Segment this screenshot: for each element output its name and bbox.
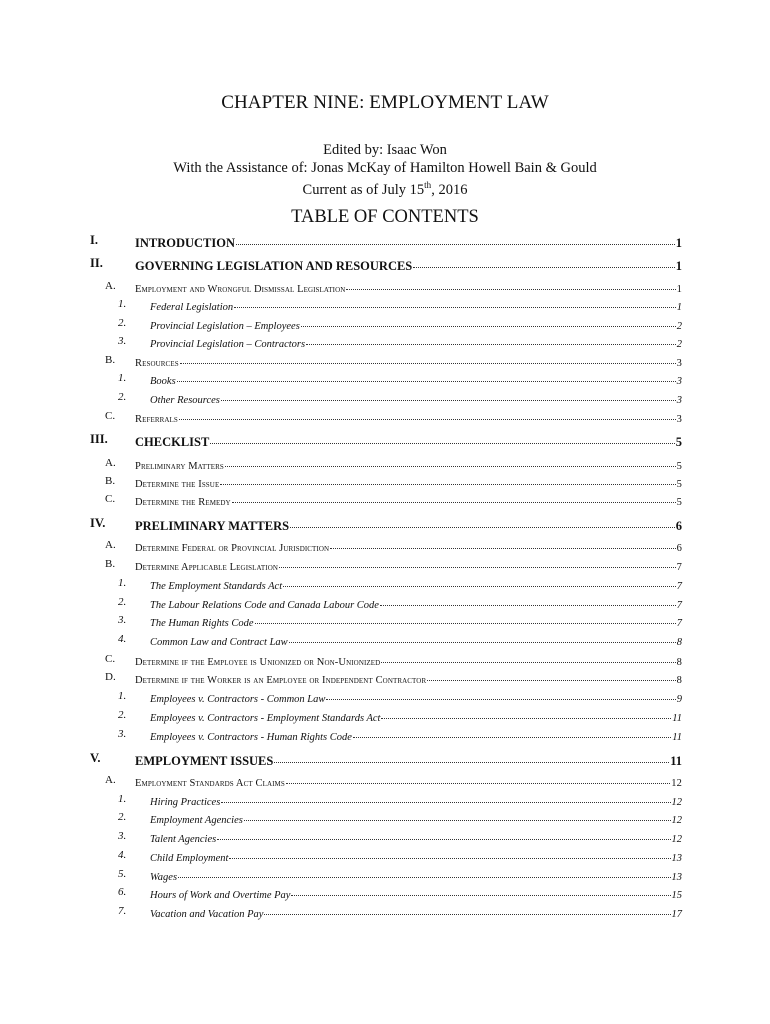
toc-entry-line bbox=[150, 317, 682, 332]
toc-entry[interactable] bbox=[0, 256, 770, 272]
toc-entry-label: Employment and Wrongful Dismissal Legislation bbox=[135, 283, 346, 295]
toc-entry[interactable] bbox=[0, 298, 770, 314]
toc-entry-line bbox=[150, 391, 682, 406]
toc-entry[interactable] bbox=[0, 558, 770, 574]
toc-entry-label: Employment Agencies bbox=[150, 814, 243, 826]
toc-entry[interactable] bbox=[0, 596, 770, 612]
toc-entry-label: GOVERNING LEGISLATION AND RESOURCES bbox=[135, 258, 413, 273]
toc-entry-label: Federal Legislation bbox=[150, 301, 234, 313]
toc-entry-page: 13 bbox=[671, 871, 682, 883]
toc-entry-number: C. bbox=[105, 410, 116, 422]
toc-dot-leader bbox=[225, 455, 676, 467]
current-as-of: Current as of July 15th, 2016 bbox=[302, 180, 468, 198]
toc-entry-page: 3 bbox=[676, 375, 682, 387]
toc-dot-leader bbox=[180, 352, 676, 364]
toc-dot-leader bbox=[229, 847, 670, 859]
toc-entry[interactable] bbox=[0, 280, 770, 296]
toc-entry[interactable] bbox=[0, 751, 770, 767]
toc-entry-page: 8 bbox=[676, 656, 682, 668]
toc-entry-line bbox=[150, 614, 682, 629]
toc-entry-number: 1. bbox=[118, 298, 127, 310]
toc-entry-page: 13 bbox=[671, 852, 682, 864]
toc-entry[interactable] bbox=[0, 475, 770, 491]
toc-entry-line bbox=[135, 653, 682, 668]
toc-dot-leader bbox=[221, 389, 676, 401]
toc-entry[interactable] bbox=[0, 811, 770, 827]
toc-entry-label: Vacation and Vacation Pay bbox=[150, 908, 264, 920]
toc-entry-line bbox=[150, 372, 682, 387]
toc-entry-line bbox=[150, 793, 682, 808]
toc-dot-leader bbox=[427, 669, 675, 681]
toc-entry-page: 5 bbox=[676, 478, 682, 490]
toc-entry-page: 12 bbox=[671, 814, 682, 826]
toc-entry-line bbox=[135, 280, 682, 295]
toc-entry[interactable] bbox=[0, 709, 770, 725]
toc-entry-label: Determine the Issue bbox=[135, 478, 220, 490]
toc-dot-leader bbox=[289, 631, 676, 643]
toc-dot-leader bbox=[290, 514, 675, 528]
toc-entry-page: 9 bbox=[676, 693, 682, 705]
toc-dot-leader bbox=[301, 315, 676, 327]
toc-entry-number: 3. bbox=[118, 830, 127, 842]
toc-entry-page: 11 bbox=[672, 712, 682, 724]
toc-entry[interactable] bbox=[0, 317, 770, 333]
toc-entry-line bbox=[150, 811, 682, 826]
toc-entry[interactable] bbox=[0, 432, 770, 448]
toc-entry-line bbox=[135, 475, 682, 490]
toc-entry-label: Provincial Legislation – Contractors bbox=[150, 338, 306, 350]
toc-entry-page: 3 bbox=[676, 394, 682, 406]
toc-entry-number: 1. bbox=[118, 690, 127, 702]
toc-entry-number: V. bbox=[90, 751, 101, 765]
toc-entry-label: Resources bbox=[135, 357, 179, 369]
chapter-title: CHAPTER NINE: EMPLOYMENT LAW bbox=[221, 92, 549, 113]
toc-entry-number: 1. bbox=[118, 372, 127, 384]
toc-entry-number: 1. bbox=[118, 577, 127, 589]
toc-entry-number: 1. bbox=[118, 793, 127, 805]
toc-entry-label: Determine the Remedy bbox=[135, 496, 231, 508]
toc-dot-leader bbox=[178, 866, 670, 878]
toc-entry-number: 4. bbox=[118, 849, 127, 861]
toc-dot-leader bbox=[264, 903, 670, 915]
toc-entry-number: 3. bbox=[118, 335, 127, 347]
toc-entry-page: 6 bbox=[675, 518, 682, 533]
toc-entry[interactable] bbox=[0, 671, 770, 687]
toc-entry-line bbox=[150, 709, 682, 724]
toc-entry-line bbox=[135, 410, 682, 425]
toc-entry-number: A. bbox=[105, 457, 116, 469]
toc-dot-leader bbox=[220, 473, 675, 485]
toc-entry[interactable] bbox=[0, 577, 770, 593]
toc-entry-number: 4. bbox=[118, 633, 127, 645]
toc-entry-number: B. bbox=[105, 475, 116, 487]
toc-entry[interactable] bbox=[0, 516, 770, 532]
edited-by: Edited by: Isaac Won bbox=[323, 142, 447, 158]
toc-entry-number: IV. bbox=[90, 516, 106, 530]
toc-entry-label: Hiring Practices bbox=[150, 796, 221, 808]
assistance-credit: With the Assistance of: Jonas McKay of Hamilton Howell Bain & Gould bbox=[173, 159, 597, 176]
toc-entry-label: Talent Agencies bbox=[150, 833, 217, 845]
toc-entry[interactable] bbox=[0, 410, 770, 426]
toc-entry-number: B. bbox=[105, 354, 116, 366]
toc-entry-page: 8 bbox=[676, 636, 682, 648]
toc-entry[interactable] bbox=[0, 793, 770, 809]
toc-dot-leader bbox=[286, 772, 670, 784]
toc-dot-leader bbox=[210, 430, 674, 444]
toc-entry-label: Child Employment bbox=[150, 852, 229, 864]
toc-entry-number: A. bbox=[105, 280, 116, 292]
toc-entry-page: 15 bbox=[671, 889, 682, 901]
toc-dot-leader bbox=[177, 370, 676, 382]
toc-entry-page: 2 bbox=[676, 338, 682, 350]
toc-dot-leader bbox=[217, 828, 670, 840]
toc-entry-line bbox=[135, 558, 682, 573]
toc-dot-leader bbox=[274, 749, 669, 763]
toc-dot-leader bbox=[255, 612, 676, 624]
toc-entry[interactable] bbox=[0, 774, 770, 790]
toc-entry-page: 2 bbox=[676, 320, 682, 332]
toc-entry-page: 12 bbox=[671, 833, 682, 845]
toc-entry-page: 7 bbox=[676, 580, 682, 592]
toc-entry-number: D. bbox=[105, 671, 116, 683]
toc-entry-label: The Labour Relations Code and Canada Labour Code bbox=[150, 599, 379, 611]
toc-dot-leader bbox=[279, 556, 676, 568]
toc-entry-line bbox=[150, 886, 682, 901]
toc-entry[interactable] bbox=[0, 493, 770, 509]
toc-entry[interactable] bbox=[0, 539, 770, 555]
toc-dot-leader bbox=[244, 809, 671, 821]
toc-entry-label: INTRODUCTION bbox=[135, 235, 236, 250]
toc-entry[interactable] bbox=[0, 233, 770, 249]
toc-dot-leader bbox=[380, 594, 676, 606]
toc-entry-label: Determine if the Employee is Unionized or Non-Unionized bbox=[135, 656, 381, 668]
toc-entry-page: 7 bbox=[676, 617, 682, 629]
toc-entry-label: CHECKLIST bbox=[135, 434, 210, 449]
toc-dot-leader bbox=[232, 491, 676, 503]
toc-entry[interactable] bbox=[0, 905, 770, 921]
toc-entry-label: Determine Federal or Provincial Jurisdiction bbox=[135, 542, 330, 554]
toc-entry-line bbox=[150, 335, 682, 350]
toc-entry-line bbox=[150, 728, 682, 743]
toc-entry-number: 6. bbox=[118, 886, 127, 898]
toc-dot-leader bbox=[413, 254, 674, 268]
toc-entry-number: 2. bbox=[118, 391, 127, 403]
toc-entry[interactable] bbox=[0, 457, 770, 473]
toc-entry-page: 11 bbox=[670, 753, 682, 768]
toc-entry-line bbox=[150, 633, 682, 648]
toc-entry[interactable] bbox=[0, 653, 770, 669]
toc-heading: TABLE OF CONTENTS bbox=[291, 207, 479, 227]
toc-entry-label: Hours of Work and Overtime Pay bbox=[150, 889, 291, 901]
toc-dot-leader bbox=[330, 537, 675, 549]
toc-entry-number: C. bbox=[105, 493, 116, 505]
toc-entry-page: 5 bbox=[675, 434, 682, 449]
toc-entry[interactable] bbox=[0, 728, 770, 744]
toc-entry[interactable] bbox=[0, 633, 770, 649]
toc-dot-leader bbox=[283, 575, 676, 587]
toc-dot-leader bbox=[236, 231, 675, 245]
toc-entry-line bbox=[150, 577, 682, 592]
toc-entry-label: Determine Applicable Legislation bbox=[135, 561, 278, 573]
toc-entry-number: I. bbox=[90, 233, 98, 247]
toc-entry-label: Employees v. Contractors - Common Law bbox=[150, 693, 326, 705]
toc-entry-number: 5. bbox=[118, 868, 127, 880]
toc-entry-label: Employment Standards Act Claims bbox=[135, 777, 285, 789]
toc-entry[interactable] bbox=[0, 886, 770, 902]
toc-entry[interactable] bbox=[0, 868, 770, 884]
toc-entry-number: 2. bbox=[118, 811, 127, 823]
toc-entry-page: 8 bbox=[676, 674, 682, 686]
toc-entry-line bbox=[150, 849, 682, 864]
toc-entry-label: Books bbox=[150, 375, 176, 387]
toc-entry-page: 6 bbox=[676, 542, 682, 554]
toc-entry-label: Determine if the Worker is an Employee or Independent Contractor bbox=[135, 674, 427, 686]
toc-entry-label: Employees v. Contractors - Employment Standards Act bbox=[150, 712, 381, 724]
toc-entry-page: 3 bbox=[676, 413, 682, 425]
toc-dot-leader bbox=[346, 278, 675, 290]
toc-dot-leader bbox=[179, 408, 676, 420]
toc-entry-label: Provincial Legislation – Employees bbox=[150, 320, 300, 332]
toc-entry-line bbox=[135, 671, 682, 686]
toc-entry-number: 3. bbox=[118, 728, 127, 740]
toc-dot-leader bbox=[381, 707, 671, 719]
toc-entry-line bbox=[135, 354, 682, 369]
toc-entry-page: 7 bbox=[676, 561, 682, 573]
toc-entry-page: 1 bbox=[676, 301, 682, 313]
toc-entry-number: B. bbox=[105, 558, 116, 570]
toc-entry[interactable] bbox=[0, 372, 770, 388]
toc-entry-page: 12 bbox=[671, 796, 682, 808]
toc-entry-number: 3. bbox=[118, 614, 127, 626]
toc-dot-leader bbox=[326, 688, 675, 700]
toc-entry-line bbox=[135, 516, 682, 534]
toc-entry-label: Wages bbox=[150, 871, 178, 883]
toc-entry[interactable] bbox=[0, 614, 770, 630]
toc-entry-label: The Human Rights Code bbox=[150, 617, 254, 629]
toc-entry-number: 2. bbox=[118, 709, 127, 721]
toc-entry-line bbox=[150, 596, 682, 611]
toc-entry-line bbox=[150, 905, 682, 920]
toc-entry-page: 3 bbox=[676, 357, 682, 369]
toc-entry-line bbox=[150, 298, 682, 313]
toc-entry[interactable] bbox=[0, 391, 770, 407]
toc-entry-page: 5 bbox=[676, 460, 682, 472]
document-credits bbox=[0, 142, 770, 199]
toc-dot-leader bbox=[291, 884, 670, 896]
toc-entry[interactable] bbox=[0, 830, 770, 846]
toc-entry-number: 2. bbox=[118, 596, 127, 608]
toc-entry-line bbox=[135, 233, 682, 251]
toc-entry-line bbox=[135, 457, 682, 472]
toc-entry[interactable] bbox=[0, 335, 770, 351]
toc-entry-line bbox=[150, 868, 682, 883]
toc-entry-page: 17 bbox=[671, 908, 682, 920]
toc-entry-page: 1 bbox=[675, 235, 682, 250]
toc-entry[interactable] bbox=[0, 354, 770, 370]
toc-entry-label: Common Law and Contract Law bbox=[150, 636, 288, 648]
toc-dot-leader bbox=[306, 333, 676, 345]
toc-entry-line bbox=[135, 256, 682, 274]
toc-dot-leader bbox=[234, 296, 676, 308]
toc-dot-leader bbox=[353, 726, 671, 738]
toc-entry-page: 7 bbox=[676, 599, 682, 611]
toc-entry-number: C. bbox=[105, 653, 116, 665]
toc-entry-label: Referrals bbox=[135, 413, 178, 425]
toc-entry-line bbox=[135, 493, 682, 508]
toc-entry-label: EMPLOYMENT ISSUES bbox=[135, 753, 274, 768]
toc-entry-page: 1 bbox=[675, 258, 682, 273]
toc-entry-page: 12 bbox=[671, 777, 682, 789]
toc-entry-page: 5 bbox=[676, 496, 682, 508]
toc-entry-number: III. bbox=[90, 432, 108, 446]
toc-entry-line bbox=[150, 830, 682, 845]
toc-entry-line bbox=[135, 751, 682, 769]
toc-entry-number: 2. bbox=[118, 317, 127, 329]
toc-entry-line bbox=[135, 774, 682, 789]
toc-entry-label: Preliminary Matters bbox=[135, 460, 224, 472]
toc-entry-number: A. bbox=[105, 539, 116, 551]
toc-dot-leader bbox=[381, 651, 675, 663]
toc-entry-page: 1 bbox=[676, 283, 682, 295]
toc-dot-leader bbox=[221, 791, 670, 803]
toc-entry-line bbox=[150, 690, 682, 705]
toc-entry-line bbox=[135, 539, 682, 554]
toc-entry-number: 7. bbox=[118, 905, 127, 917]
toc-entry-label: Other Resources bbox=[150, 394, 220, 406]
toc-entry-label: Employees v. Contractors - Human Rights Code bbox=[150, 731, 352, 743]
toc-entry-label: The Employment Standards Act bbox=[150, 580, 283, 592]
toc-entry-line bbox=[135, 432, 682, 450]
toc-entry[interactable] bbox=[0, 849, 770, 865]
toc-entry-label: PRELIMINARY MATTERS bbox=[135, 518, 290, 533]
toc-entry-page: 11 bbox=[672, 731, 682, 743]
toc-entry-number: II. bbox=[90, 256, 103, 270]
toc-entry-number: A. bbox=[105, 774, 116, 786]
toc-entry[interactable] bbox=[0, 690, 770, 706]
